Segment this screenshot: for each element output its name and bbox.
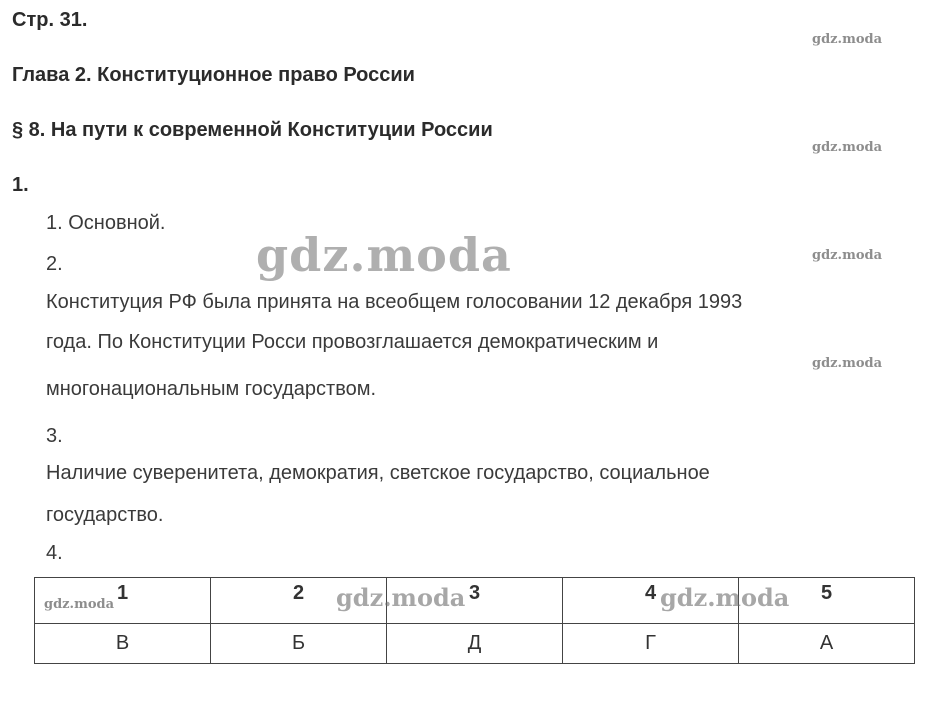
table-cell: Б [211,624,387,664]
table-header-cell: 3 [387,578,563,624]
table-header-cell: 2 [211,578,387,624]
answer-2-number: 2. [46,253,63,275]
section-title: § 8. На пути к современной Конституции России [12,119,493,141]
table-cell: Д [387,624,563,664]
answer-3-line: государство. [46,504,164,526]
watermark-logo: gdz.moda [812,356,883,371]
answer-2-line: года. По Конституции Росси провозглашается демократическим и [46,331,659,353]
watermark-logo: gdz.moda [660,583,790,612]
table-header-cell: 1 [35,578,211,624]
watermark-logo: gdz.moda [44,597,115,612]
answer-3-number: 3. [46,425,63,447]
watermark-logo: gdz.moda [256,228,512,282]
answer-2-line: многонациональным государством. [46,378,377,400]
watermark-logo: gdz.moda [812,248,883,263]
watermark-logo: gdz.moda [336,583,466,612]
table-row [35,624,915,664]
table-header-cell: 5 [739,578,915,624]
table-header-cell: 4 [563,578,739,624]
answer-1: 1. Основной. [46,212,166,234]
task-number: 1. [12,174,29,196]
table-cell: А [739,624,915,664]
answer-2-line: Конституция РФ была принята на всеобщем голосовании 12 декабря 1993 [46,291,743,313]
answer-4-number: 4. [46,542,63,564]
chapter-title: Глава 2. Конституционное право России [12,64,415,86]
answer-3-line: Наличие суверенитета, демократия, светское государство, социальное [46,462,710,484]
watermark-logo: gdz.moda [812,32,883,47]
watermark-logo: gdz.moda [812,140,883,155]
page-number: Стр. 31. [12,9,88,31]
table-cell: В [35,624,211,664]
table-cell: Г [563,624,739,664]
